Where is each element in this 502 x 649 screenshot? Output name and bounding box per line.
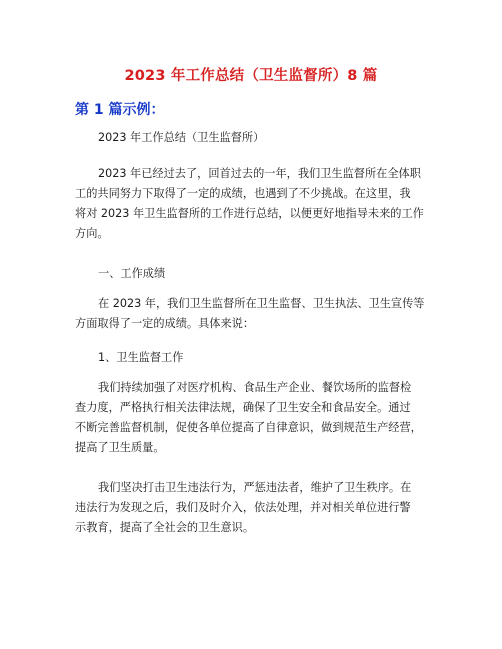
paragraph-line: 提高了卫生质量。 [75,441,165,454]
paragraph-enforcement [75,478,431,538]
paragraph-line: 示教育，提高了全社会的卫生意识。 [75,521,255,534]
paragraph-achievements [75,294,431,334]
heading-work-achievements [75,264,431,284]
paragraph-subtitle [75,128,431,148]
paragraph-line: 我们坚决打击卫生违法行为，严惩违法者，维护了卫生秩序。在 [98,481,412,494]
document-title: 2023 年工作总结（卫生监督所）8 篇 [124,68,378,84]
paragraph-line: 1、卫生监督工作 [98,351,184,364]
paragraph-line: 工的共同努力下取得了一定的成绩，也遇到了不少挑战。在这里，我 [75,187,411,200]
paragraph-line: 不断完善监督机制，促使各单位提高了自律意识，做到规范生产经营， [75,421,422,434]
paragraph-line: 在 2023 年，我们卫生监督所在卫生监督、卫生执法、卫生宣传等 [98,297,425,310]
paragraph-line: 2023 年工作总结（卫生监督所） [98,131,265,144]
paragraph-supervision [75,378,431,458]
paragraph-intro [75,164,431,244]
paragraph-line: 查力度，严格执行相关法律法规，确保了卫生安全和食品安全。通过 [75,401,411,414]
paragraph-line: 2023 年已经过去了，回首过去的一年，我们卫生监督所在全体职 [98,167,421,180]
paragraph-line: 我们持续加强了对医疗机构、食品生产企业、餐饮场所的监督检 [98,381,412,394]
paragraph-line: 将对 2023 年卫生监督所的工作进行总结，以便更好地指导未来的工作 [75,207,424,220]
heading-supervision-work [75,348,431,368]
paragraph-line: 违法行为发现之后，我们及时介入，依法处理，并对相关单位进行警 [75,501,411,514]
section-heading: 第 1 篇示例： [75,102,165,118]
paragraph-line: 方面取得了一定的成绩。具体来说： [75,317,255,330]
paragraph-line: 一、工作成绩 [98,267,166,280]
paragraph-line: 方向。 [75,227,109,240]
